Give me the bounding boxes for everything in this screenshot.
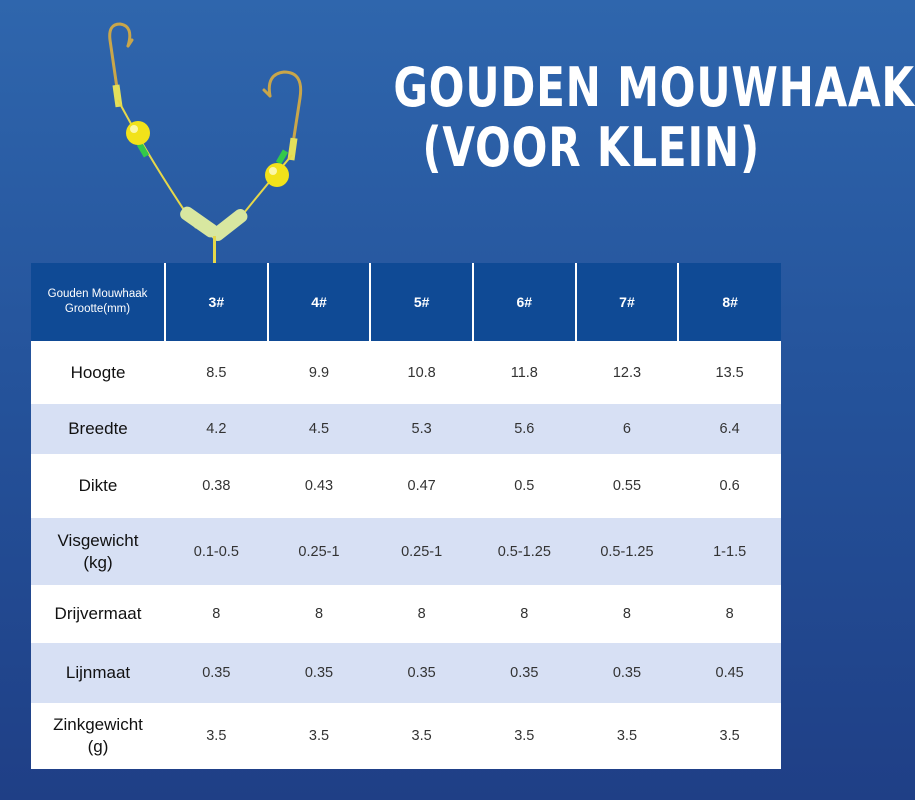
corner-header-line-2: Grootte(mm) [64,303,131,315]
row-label [31,341,165,404]
table-cell: 0.35 [268,643,371,703]
row-label-line-2: (g) [87,737,109,756]
row-label-line-1: Lijnmaat [65,663,131,682]
table-cell: 3.5 [576,703,679,769]
table-cell: 4.2 [165,404,268,454]
row-label-line-1: Visgewicht [57,530,139,550]
row-label-line-1: Hoogte [70,362,126,382]
table-cell: 8 [268,585,371,643]
title-line-2: (VOOR KLEIN) [422,116,760,179]
table-cell: 0.38 [165,454,268,518]
row-label-line-1: Dikte [78,476,118,495]
row-label [31,703,165,769]
table-cell: 0.55 [576,454,679,518]
table-row [31,703,781,769]
row-label-line-1: Zinkgewicht [53,715,143,734]
table-row [31,404,781,454]
table-cell: 0.5 [473,454,576,518]
table-cell: 8 [678,585,781,643]
table-cell: 0.6 [678,454,781,518]
table-cell: 3.5 [473,703,576,769]
row-label [31,404,165,454]
table-cell: 0.25-1 [268,518,371,585]
table-row [31,454,781,518]
table-cell: 11.8 [473,341,576,404]
table-cell: 3.5 [678,703,781,769]
table-cell: 4.5 [268,404,371,454]
size-header: 6# [473,263,576,341]
table-row [31,518,781,585]
table-cell: 0.35 [370,643,473,703]
table-cell: 10.8 [370,341,473,404]
table-cell: 0.5-1.25 [576,518,679,585]
row-label-line-2: (kg) [83,552,113,572]
corner-header-line-1: Gouden Mouwhaak [47,288,148,300]
table-cell: 0.35 [165,643,268,703]
title-line-1: GOUDEN MOUWHAAK [393,56,915,119]
table-cell: 3.5 [370,703,473,769]
table-row [31,341,781,404]
table-cell: 9.9 [268,341,371,404]
table-cell: 0.35 [576,643,679,703]
table-cell: 0.5-1.25 [473,518,576,585]
table-cell: 0.35 [473,643,576,703]
size-header: 4# [268,263,371,341]
table-cell: 3.5 [165,703,268,769]
row-label [31,518,165,585]
table-header-row [31,263,781,341]
table-cell: 8 [473,585,576,643]
row-label [31,454,165,518]
table-cell: 6 [576,404,679,454]
table-cell: 6.4 [678,404,781,454]
table-cell: 5.6 [473,404,576,454]
table-cell: 8 [370,585,473,643]
table-cell: 3.5 [268,703,371,769]
table-cell: 8 [576,585,679,643]
double-hook-rig-illustration [0,0,340,270]
table-row [31,585,781,643]
table-cell: 5.3 [370,404,473,454]
table-cell: 0.43 [268,454,371,518]
table-cell: 0.25-1 [370,518,473,585]
row-label-line-1: Breedte [68,419,128,438]
table-cell: 0.1-0.5 [165,518,268,585]
table-cell: 12.3 [576,341,679,404]
row-label-line-1: Drijvermaat [54,604,142,623]
table-cell: 1-1.5 [678,518,781,585]
row-label [31,585,165,643]
table-cell: 8.5 [165,341,268,404]
row-label [31,643,165,703]
size-header: 3# [165,263,268,341]
size-header: 5# [370,263,473,341]
table-row [31,643,781,703]
size-header: 7# [576,263,679,341]
table-cell: 0.47 [370,454,473,518]
size-spec-table [31,263,781,769]
table-cell: 8 [165,585,268,643]
corner-header [31,263,165,341]
size-header: 8# [678,263,781,341]
table-cell: 13.5 [678,341,781,404]
page-title [393,56,915,179]
table-cell: 0.45 [678,643,781,703]
